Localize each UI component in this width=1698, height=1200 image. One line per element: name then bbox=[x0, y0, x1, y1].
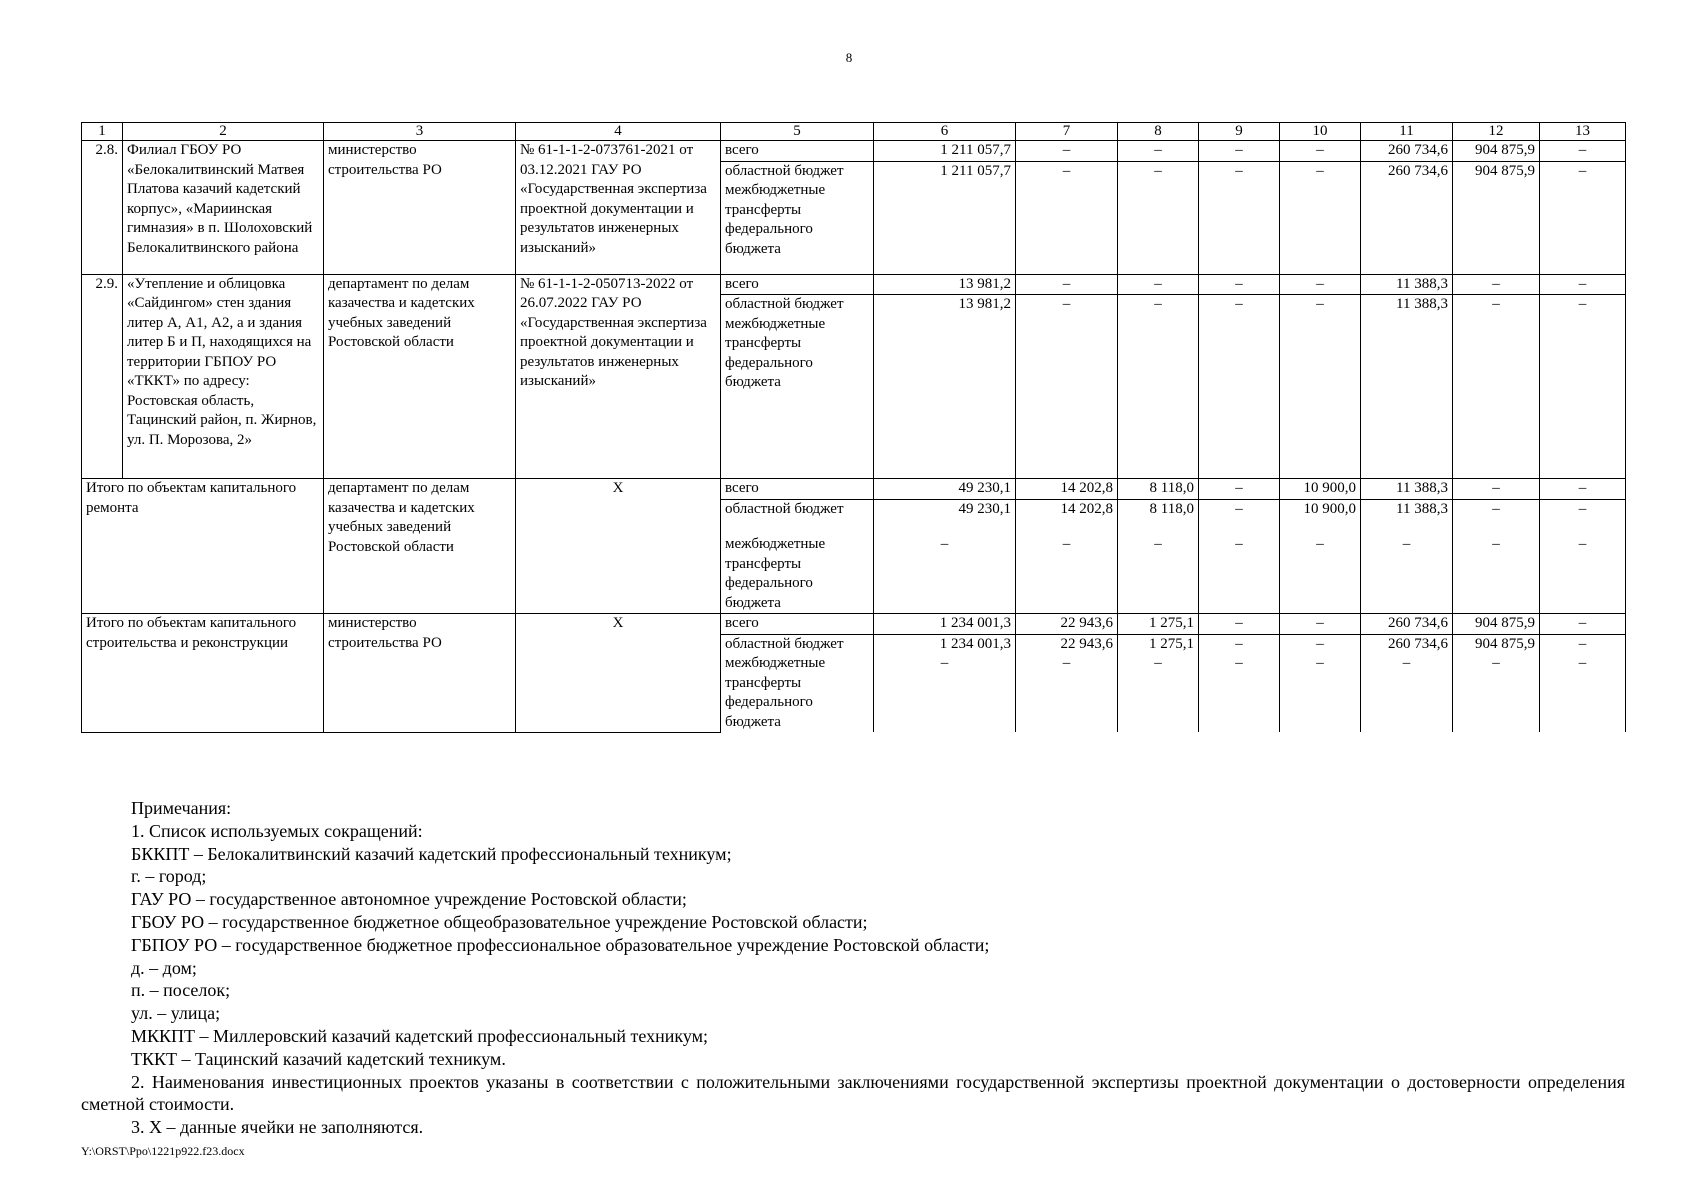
value-cell: – bbox=[1280, 535, 1361, 614]
value-cell: – bbox=[1453, 274, 1540, 295]
note-line: МККПТ – Миллеровский казачий кадетский профессиональный техникум; bbox=[131, 1025, 709, 1046]
value-cell: – bbox=[1280, 634, 1361, 654]
funding-source-cell: областной бюджет bbox=[721, 634, 874, 654]
table-row bbox=[82, 614, 1626, 635]
value-cell: – bbox=[1118, 654, 1199, 732]
value-cell: 49 230,1 bbox=[874, 499, 1016, 535]
note-line: 3. Х – данные ячейки не заполняются. bbox=[131, 1117, 424, 1138]
funding-source-cell: всего bbox=[721, 141, 874, 162]
funding-source-cell: межбюджетные трансферты федерального бюджета bbox=[721, 535, 874, 614]
value-cell: – bbox=[1540, 479, 1626, 500]
value-cell: – bbox=[1453, 479, 1540, 500]
funding-source-cell: областной бюджет bbox=[721, 295, 874, 315]
note-line: ГБПОУ РО – государственное бюджетное профессиональное образовательное учреждение Ростовской области; bbox=[131, 934, 990, 955]
project-name-cell: Итого по объектам капитального строительства и реконструкции bbox=[82, 614, 324, 733]
value-cell: 904 875,9 bbox=[1453, 614, 1540, 635]
value-cell bbox=[1280, 181, 1361, 274]
note-line: ГАУ РО – государственное автономное учреждение Ростовской области; bbox=[131, 889, 687, 910]
value-cell: 8 118,0 bbox=[1118, 479, 1199, 500]
value-cell: – bbox=[1453, 499, 1540, 535]
value-cell: – bbox=[1118, 161, 1199, 181]
row-number-cell: 2.9. bbox=[82, 274, 123, 479]
value-cell bbox=[874, 315, 1016, 479]
value-cell: – bbox=[1280, 295, 1361, 315]
value-cell: – bbox=[1199, 614, 1280, 635]
value-cell: 11 388,3 bbox=[1361, 479, 1453, 500]
column-header: 7 bbox=[1016, 123, 1118, 141]
note-line: д. – дом; bbox=[131, 957, 197, 978]
value-cell: 904 875,9 bbox=[1453, 141, 1540, 162]
column-header: 1 bbox=[82, 123, 123, 141]
value-cell bbox=[1453, 315, 1540, 479]
row-number-cell: 2.8. bbox=[82, 141, 123, 275]
column-header: 11 bbox=[1361, 123, 1453, 141]
value-cell: – bbox=[1199, 634, 1280, 654]
expertise-cell: Х bbox=[516, 479, 721, 614]
column-header: 2 bbox=[123, 123, 324, 141]
value-cell: 1 211 057,7 bbox=[874, 161, 1016, 181]
funding-source-cell: межбюджетные трансферты федерального бюджета bbox=[721, 315, 874, 479]
value-cell: 11 388,3 bbox=[1361, 274, 1453, 295]
value-cell: 13 981,2 bbox=[874, 274, 1016, 295]
value-cell bbox=[1118, 181, 1199, 274]
value-cell bbox=[1540, 181, 1626, 274]
value-cell: – bbox=[1540, 295, 1626, 315]
value-cell: – bbox=[1118, 535, 1199, 614]
value-cell bbox=[1280, 315, 1361, 479]
value-cell: – bbox=[1540, 614, 1626, 635]
organization-cell: министерство строительства РО bbox=[324, 141, 516, 275]
header-row bbox=[82, 123, 1626, 141]
project-name-cell: Филиал ГБОУ РО «Белокалитвинский Матвея Платова казачий кадетский корпус», «Мариинская гимназия» в п. Шолоховский Белокалитвинского района bbox=[123, 141, 324, 275]
value-cell: 1 275,1 bbox=[1118, 634, 1199, 654]
value-cell bbox=[1361, 181, 1453, 274]
value-cell: 11 388,3 bbox=[1361, 499, 1453, 535]
table-row bbox=[82, 274, 1626, 295]
organization-cell: департамент по делам казачества и кадетских учебных заведений Ростовской области bbox=[324, 274, 516, 479]
funding-source-cell: областной бюджет bbox=[721, 499, 874, 535]
project-name-cell: Итого по объектам капитального ремонта bbox=[82, 479, 324, 614]
value-cell: – bbox=[1118, 141, 1199, 162]
value-cell: – bbox=[1199, 535, 1280, 614]
expertise-cell: № 61-1-1-2-073761-2021 от 03.12.2021 ГАУ РО «Государственная экспертиза проектной документации и результатов инженерных изысканий» bbox=[516, 141, 721, 275]
column-header: 5 bbox=[721, 123, 874, 141]
funding-table bbox=[81, 122, 1626, 733]
value-cell: – bbox=[1361, 654, 1453, 732]
organization-cell: министерство строительства РО bbox=[324, 614, 516, 733]
note-line: ТККТ – Тацинский казачий кадетский техникум. bbox=[131, 1048, 506, 1069]
note-line: ГБОУ РО – государственное бюджетное общеобразовательное учреждение Ростовской области; bbox=[131, 911, 868, 932]
column-header: 13 bbox=[1540, 123, 1626, 141]
value-cell: – bbox=[1540, 141, 1626, 162]
value-cell: – bbox=[1199, 499, 1280, 535]
value-cell: – bbox=[1280, 274, 1361, 295]
note-line: ул. – улица; bbox=[131, 1003, 221, 1024]
value-cell: 1 211 057,7 bbox=[874, 141, 1016, 162]
notes-section bbox=[81, 797, 1625, 1139]
value-cell bbox=[1118, 315, 1199, 479]
expertise-cell: Х bbox=[516, 614, 721, 733]
expertise-cell: № 61-1-1-2-050713-2022 от 26.07.2022 ГАУ РО «Государственная экспертиза проектной документации и результатов инженерных изысканий» bbox=[516, 274, 721, 479]
value-cell: 904 875,9 bbox=[1453, 161, 1540, 181]
value-cell: – bbox=[1540, 161, 1626, 181]
funding-source-cell: межбюджетные трансферты федерального бюджета bbox=[721, 181, 874, 274]
value-cell bbox=[1540, 315, 1626, 479]
column-header: 6 bbox=[874, 123, 1016, 141]
funding-source-cell: областной бюджет bbox=[721, 161, 874, 181]
value-cell: – bbox=[1540, 274, 1626, 295]
value-cell: 14 202,8 bbox=[1016, 479, 1118, 500]
file-path: Y:\ORST\Ppo\1221p922.f23.docx bbox=[81, 1144, 245, 1158]
value-cell: – bbox=[1280, 654, 1361, 732]
organization-cell: департамент по делам казачества и кадетских учебных заведений Ростовской области bbox=[324, 479, 516, 614]
project-name-cell: «Утепление и облицовка «Сайдингом» стен здания литер А, А1, А2, а и здания литер Б и П, находящихся на территории ГБПОУ РО «ТККТ» по адресу: Ростовская область, Тацинский район, п. Жирнов, ул. П. Морозова, 2» bbox=[123, 274, 324, 479]
value-cell: – bbox=[1453, 295, 1540, 315]
value-cell: – bbox=[1016, 274, 1118, 295]
value-cell bbox=[1199, 315, 1280, 479]
value-cell: – bbox=[1016, 535, 1118, 614]
value-cell bbox=[874, 181, 1016, 274]
column-header: 8 bbox=[1118, 123, 1199, 141]
table-row bbox=[82, 141, 1626, 162]
value-cell: – bbox=[1540, 499, 1626, 535]
value-cell: – bbox=[1280, 141, 1361, 162]
value-cell: – bbox=[1016, 654, 1118, 732]
value-cell: – bbox=[874, 654, 1016, 732]
value-cell: 904 875,9 bbox=[1453, 634, 1540, 654]
note-line: г. – город; bbox=[131, 866, 207, 887]
value-cell: 10 900,0 bbox=[1280, 479, 1361, 500]
funding-source-cell: всего bbox=[721, 614, 874, 635]
value-cell: – bbox=[1280, 161, 1361, 181]
value-cell: 14 202,8 bbox=[1016, 499, 1118, 535]
value-cell: – bbox=[1016, 295, 1118, 315]
value-cell: 1 234 001,3 bbox=[874, 614, 1016, 635]
note-line: п. – поселок; bbox=[131, 980, 231, 1001]
value-cell: – bbox=[1016, 141, 1118, 162]
column-header: 4 bbox=[516, 123, 721, 141]
value-cell: 1 275,1 bbox=[1118, 614, 1199, 635]
page-number: 8 bbox=[845, 50, 853, 65]
value-cell: 11 388,3 bbox=[1361, 295, 1453, 315]
column-header: 12 bbox=[1453, 123, 1540, 141]
funding-source-cell: всего bbox=[721, 274, 874, 295]
value-cell: – bbox=[1199, 141, 1280, 162]
value-cell: – bbox=[1199, 161, 1280, 181]
value-cell bbox=[1016, 181, 1118, 274]
value-cell: – bbox=[1016, 161, 1118, 181]
table-row bbox=[82, 479, 1626, 500]
column-header: 10 bbox=[1280, 123, 1361, 141]
value-cell: 22 943,6 bbox=[1016, 634, 1118, 654]
value-cell bbox=[1016, 315, 1118, 479]
value-cell: 1 234 001,3 bbox=[874, 634, 1016, 654]
column-header: 9 bbox=[1199, 123, 1280, 141]
value-cell: – bbox=[1118, 295, 1199, 315]
note-line: 1. Список используемых сокращений: bbox=[131, 820, 423, 841]
value-cell: – bbox=[1540, 535, 1626, 614]
value-cell: – bbox=[874, 535, 1016, 614]
value-cell bbox=[1361, 315, 1453, 479]
funding-source-cell: межбюджетные трансферты федерального бюджета bbox=[721, 654, 874, 732]
note-line: Примечания: bbox=[131, 798, 232, 818]
value-cell: – bbox=[1453, 535, 1540, 614]
value-cell: – bbox=[1453, 654, 1540, 732]
value-cell: 8 118,0 bbox=[1118, 499, 1199, 535]
value-cell: 260 734,6 bbox=[1361, 161, 1453, 181]
value-cell: 22 943,6 bbox=[1016, 614, 1118, 635]
note-line: БККПТ – Белокалитвинский казачий кадетский профессиональный техникум; bbox=[131, 843, 732, 864]
note-line: 2. Наименования инвестиционных проектов указаны в соответствии с положительными заключениями государственной экспертизы проектной документации о достоверности определения сметной стоимости. bbox=[81, 1071, 1625, 1115]
value-cell: – bbox=[1280, 614, 1361, 635]
funding-source-cell: всего bbox=[721, 479, 874, 500]
value-cell: – bbox=[1199, 295, 1280, 315]
value-cell bbox=[1199, 181, 1280, 274]
value-cell: – bbox=[1199, 654, 1280, 732]
value-cell: – bbox=[1118, 274, 1199, 295]
value-cell: – bbox=[1199, 479, 1280, 500]
column-header: 3 bbox=[324, 123, 516, 141]
value-cell: – bbox=[1540, 634, 1626, 654]
value-cell: – bbox=[1361, 535, 1453, 614]
value-cell bbox=[1453, 181, 1540, 274]
value-cell: – bbox=[1199, 274, 1280, 295]
value-cell: 49 230,1 bbox=[874, 479, 1016, 500]
value-cell: 260 734,6 bbox=[1361, 614, 1453, 635]
value-cell: 260 734,6 bbox=[1361, 141, 1453, 162]
value-cell: 13 981,2 bbox=[874, 295, 1016, 315]
value-cell: 10 900,0 bbox=[1280, 499, 1361, 535]
value-cell: 260 734,6 bbox=[1361, 634, 1453, 654]
value-cell: – bbox=[1540, 654, 1626, 732]
